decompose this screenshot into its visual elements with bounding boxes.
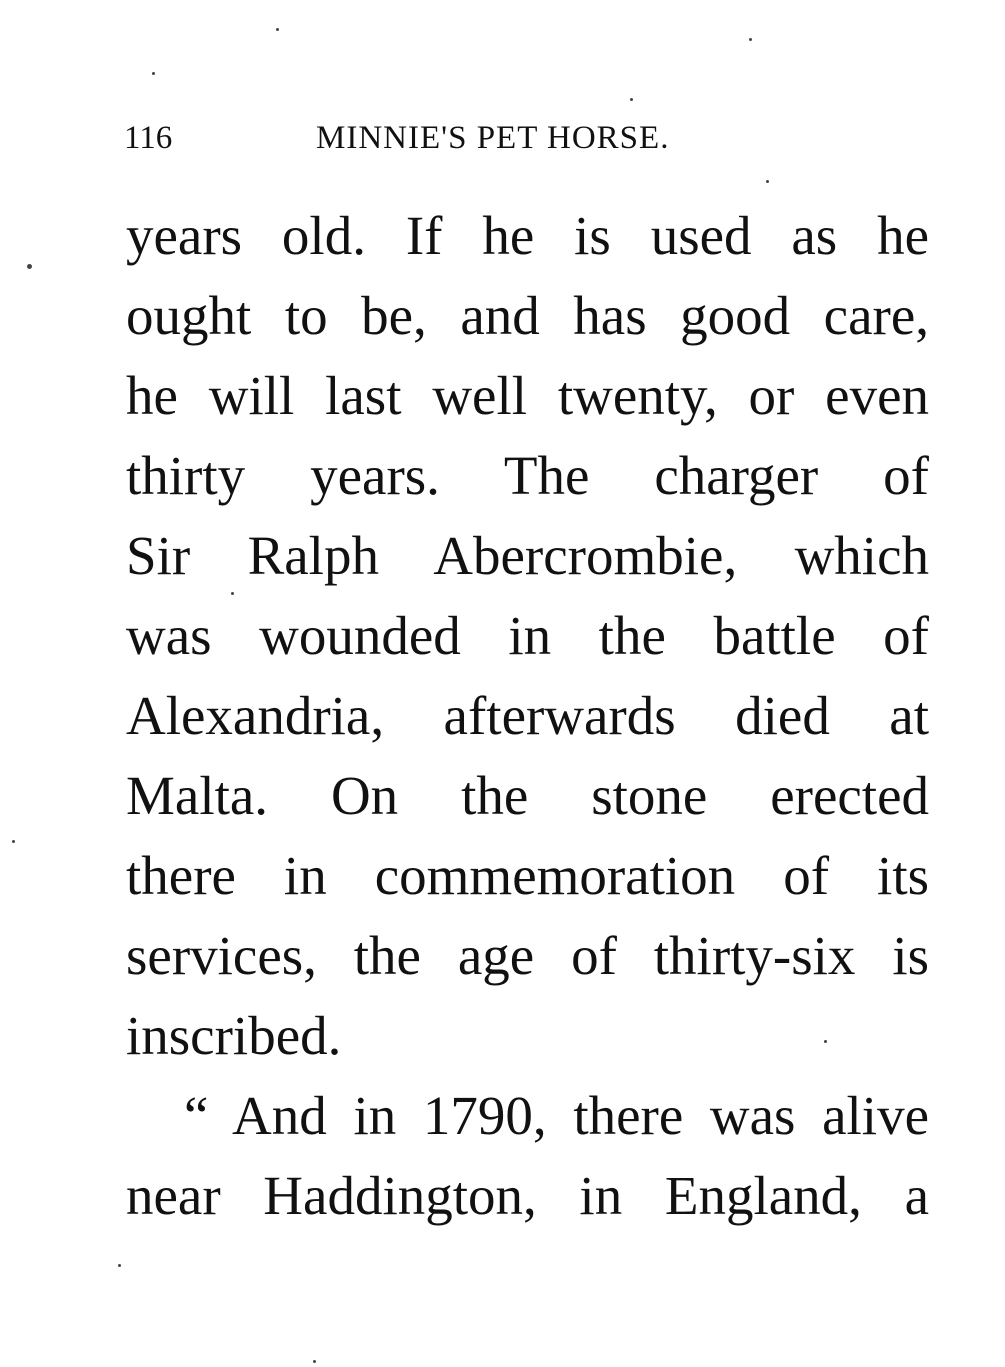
running-head bbox=[124, 118, 744, 158]
scan-speck bbox=[824, 1040, 827, 1043]
scan-speck bbox=[118, 1264, 121, 1267]
text-line: thirty years. The charger of bbox=[126, 445, 929, 506]
text-line: services, the age of thirty-six is bbox=[126, 925, 929, 986]
text-line: Alexandria, afterwards died at bbox=[126, 685, 929, 746]
scan-speck bbox=[152, 72, 155, 75]
scan-speck bbox=[749, 38, 752, 41]
text-line: Sir Ralph Abercrombie, which bbox=[126, 525, 929, 586]
body-text bbox=[126, 196, 929, 1236]
paragraph bbox=[126, 1076, 929, 1236]
text-line: was wounded in the battle of bbox=[126, 605, 929, 666]
scan-speck bbox=[766, 180, 769, 183]
text-line: ought to be, and has good care, bbox=[126, 285, 929, 346]
text-line: inscribed. bbox=[126, 1005, 342, 1066]
text-line: “ And in 1790, there was alive bbox=[184, 1085, 929, 1146]
scan-speck bbox=[27, 264, 32, 269]
page-number: 116 bbox=[124, 120, 173, 156]
paragraph bbox=[126, 196, 929, 1076]
text-line: Malta. On the stone erected bbox=[126, 765, 929, 826]
text-line: there in commemoration of its bbox=[126, 845, 929, 906]
text-line: he will last well twenty, or even bbox=[126, 365, 929, 426]
running-title: MINNIE'S PET HORSE. bbox=[316, 120, 670, 156]
scan-speck bbox=[630, 98, 633, 101]
scan-speck bbox=[276, 28, 279, 31]
scan-speck bbox=[313, 1360, 316, 1363]
text-line: years old. If he is used as he bbox=[126, 205, 929, 266]
scan-speck bbox=[231, 592, 234, 595]
text-line: near Haddington, in England, a bbox=[126, 1165, 929, 1226]
scan-speck bbox=[12, 840, 15, 843]
